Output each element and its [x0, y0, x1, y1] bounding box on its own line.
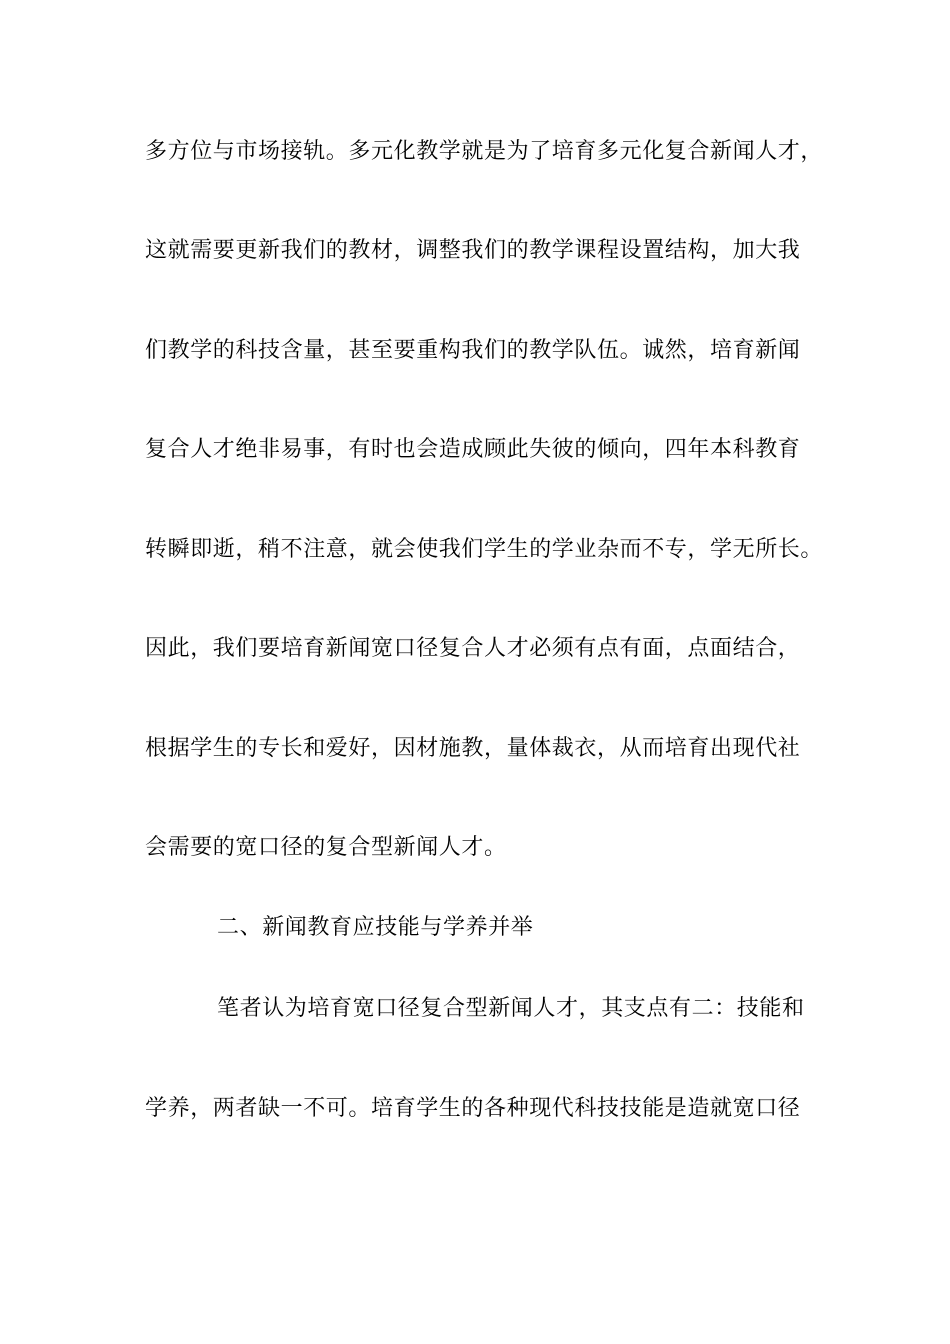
text-line-4: 复合人才绝非易事，有时也会造成顾此失彼的倾向，四年本科教育: [145, 437, 801, 462]
text-line-8: 会需要的宽口径的复合型新闻人才。: [145, 835, 507, 860]
paragraph2-line-1: 笔者认为培育宽口径复合型新闻人才，其支点有二：技能和: [217, 996, 805, 1021]
section-heading: 二、新闻教育应技能与学养并举: [217, 915, 534, 940]
text-line-6: 因此，我们要培育新闻宽口径复合人才必须有点有面，点面结合，: [145, 636, 801, 661]
paragraph2-line-2: 学养，两者缺一不可。培育学生的各种现代科技技能是造就宽口径: [145, 1096, 801, 1121]
text-line-3: 们教学的科技含量，甚至要重构我们的教学队伍。诚然，培育新闻: [145, 338, 801, 363]
text-line-7: 根据学生的专长和爱好，因材施教，量体裁衣，从而培育出现代社: [145, 736, 801, 761]
text-line-5: 转瞬即逝，稍不注意，就会使我们学生的学业杂而不专，学无所长。: [145, 537, 824, 562]
text-line-1: 多方位与市场接轨。多元化教学就是为了培育多元化复合新闻人才，: [145, 139, 824, 164]
text-line-2: 这就需要更新我们的教材，调整我们的教学课程设置结构，加大我: [145, 238, 801, 263]
